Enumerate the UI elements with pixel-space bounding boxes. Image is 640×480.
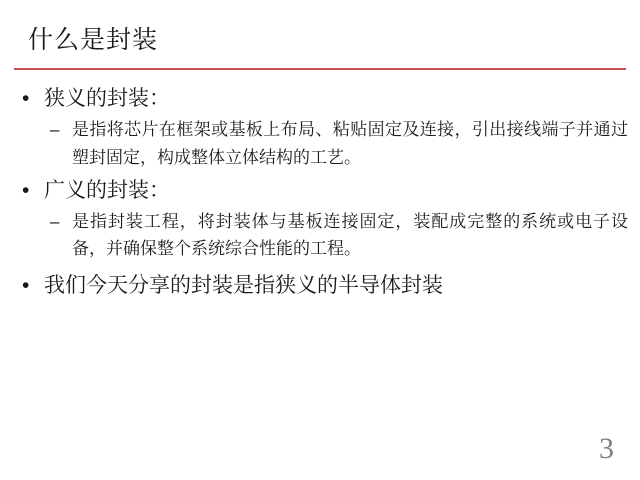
bullet-glyph: • (22, 178, 30, 202)
sub-list-item (44, 116, 628, 171)
sub-list-item (44, 208, 628, 263)
bullet-glyph: • (22, 274, 30, 297)
sub-bullet-list (44, 208, 628, 263)
dash-glyph: – (50, 211, 60, 231)
list-item-label: 我们今天分享的封装是指狭义的半导体封装 (44, 274, 443, 297)
list-item (14, 84, 628, 172)
page-number: 3 (599, 432, 614, 465)
sub-list-item-label: 是指封装工程，将封装体与基板连接固定，装配成完整的系统或电子设备，并确保整个系统综合性能的工程。 (72, 211, 628, 259)
list-item (14, 176, 628, 264)
bullet-glyph: • (22, 87, 30, 110)
sub-bullet-list (44, 116, 628, 171)
title-divider (14, 68, 626, 70)
list-item (14, 271, 628, 301)
dash-glyph: – (50, 120, 60, 140)
list-item-label: 狭义的封装： (44, 87, 170, 110)
page-title: 什么是封装 (28, 26, 159, 54)
sub-list-item-label: 是指将芯片在框架或基板上布局、粘贴固定及连接，引出接线端子并通过塑封固定，构成整体立体结构的工艺。 (72, 120, 628, 167)
bullet-list (14, 84, 628, 301)
slide-body (14, 84, 628, 303)
list-item-label: 广义的封装： (44, 178, 170, 202)
